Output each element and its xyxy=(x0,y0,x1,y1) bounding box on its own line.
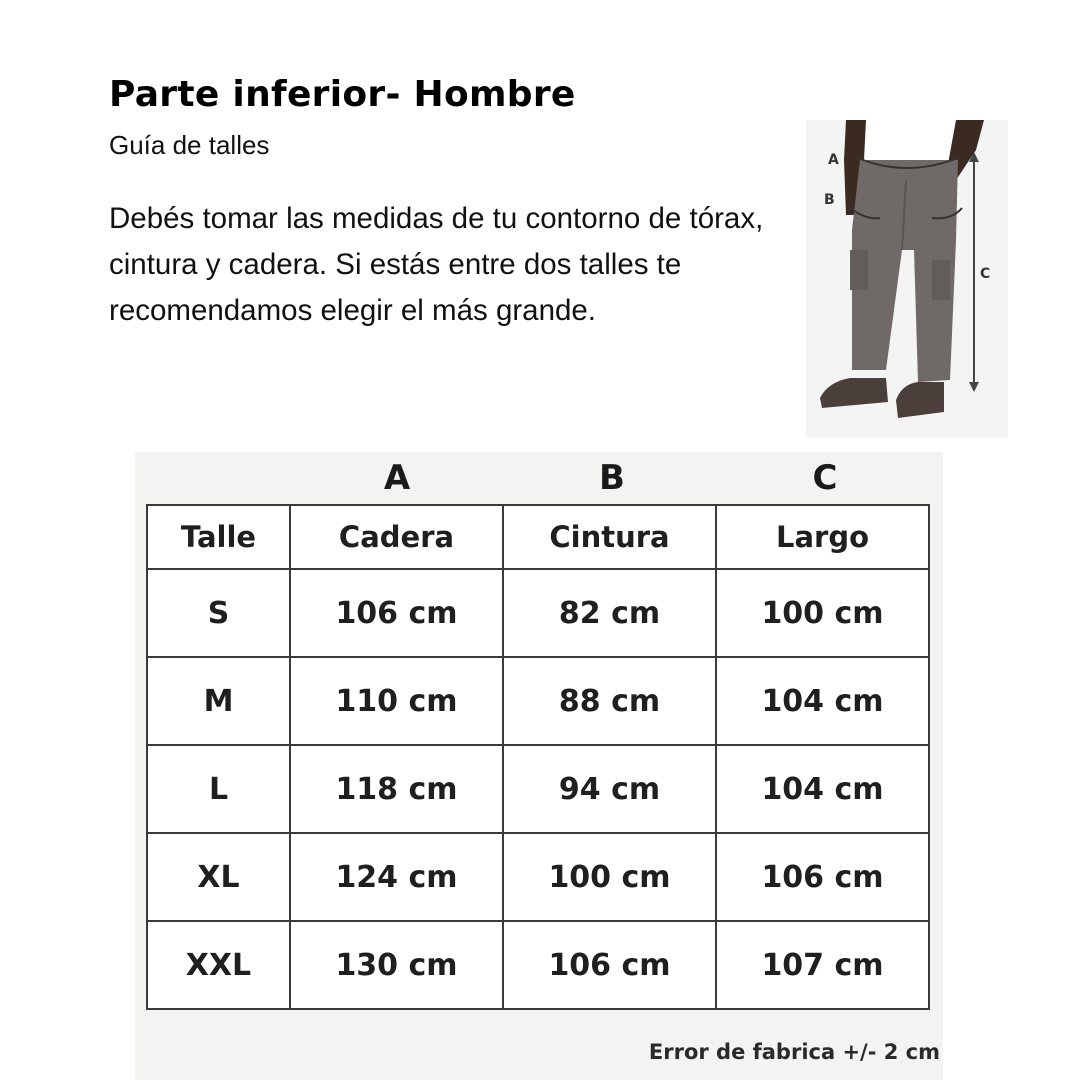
pants-measurement-illustration xyxy=(806,120,1008,438)
table-row xyxy=(147,833,929,921)
cintura-cell: 82 cm xyxy=(503,569,716,657)
cadera-cell: 118 cm xyxy=(290,745,503,833)
size-cell: M xyxy=(147,657,290,745)
table-row xyxy=(147,745,929,833)
cintura-cell: 94 cm xyxy=(503,745,716,833)
table-row xyxy=(147,921,929,1009)
column-letter-b: B xyxy=(599,458,625,498)
size-table xyxy=(146,504,930,1010)
header-talle: Talle xyxy=(147,505,290,569)
column-letter-a: A xyxy=(383,458,411,498)
left-shoe xyxy=(820,378,888,408)
shirt xyxy=(864,120,958,162)
cadera-cell: 130 cm xyxy=(290,921,503,1009)
measurement-instructions: Debés tomar las medidas de tu contorno de tórax, cintura y cadera. Si estás entre dos talles te recomendamos elegir el más grande. xyxy=(109,202,764,327)
header-cadera: Cadera xyxy=(290,505,503,569)
table-row xyxy=(147,569,929,657)
largo-cell: 100 cm xyxy=(716,569,929,657)
header-largo: Largo xyxy=(716,505,929,569)
cadera-cell: 110 cm xyxy=(290,657,503,745)
size-cell: S xyxy=(147,569,290,657)
largo-cell: 104 cm xyxy=(716,745,929,833)
page-title: Parte inferior- Hombre xyxy=(109,74,576,115)
size-cell: XXL xyxy=(147,921,290,1009)
size-cell: XL xyxy=(147,833,290,921)
cintura-cell: 106 cm xyxy=(503,921,716,1009)
column-letter-c: C xyxy=(812,458,838,498)
page-subtitle: Guía de talles xyxy=(109,130,270,160)
cintura-cell: 100 cm xyxy=(503,833,716,921)
tolerance-note: Error de fabrica +/- 2 cm xyxy=(648,1040,940,1064)
cadera-cell: 124 cm xyxy=(290,833,503,921)
header-cintura: Cintura xyxy=(503,505,716,569)
largo-cell: 107 cm xyxy=(716,921,929,1009)
label-c: C xyxy=(980,266,991,282)
right-shoe xyxy=(896,382,944,418)
table-row xyxy=(147,657,929,745)
cintura-cell: 88 cm xyxy=(503,657,716,745)
label-a: A xyxy=(828,152,839,168)
table-header-row xyxy=(147,505,929,569)
cadera-cell: 106 cm xyxy=(290,569,503,657)
size-cell: L xyxy=(147,745,290,833)
largo-cell: 106 cm xyxy=(716,833,929,921)
label-b: B xyxy=(824,192,835,208)
largo-cell: 104 cm xyxy=(716,657,929,745)
